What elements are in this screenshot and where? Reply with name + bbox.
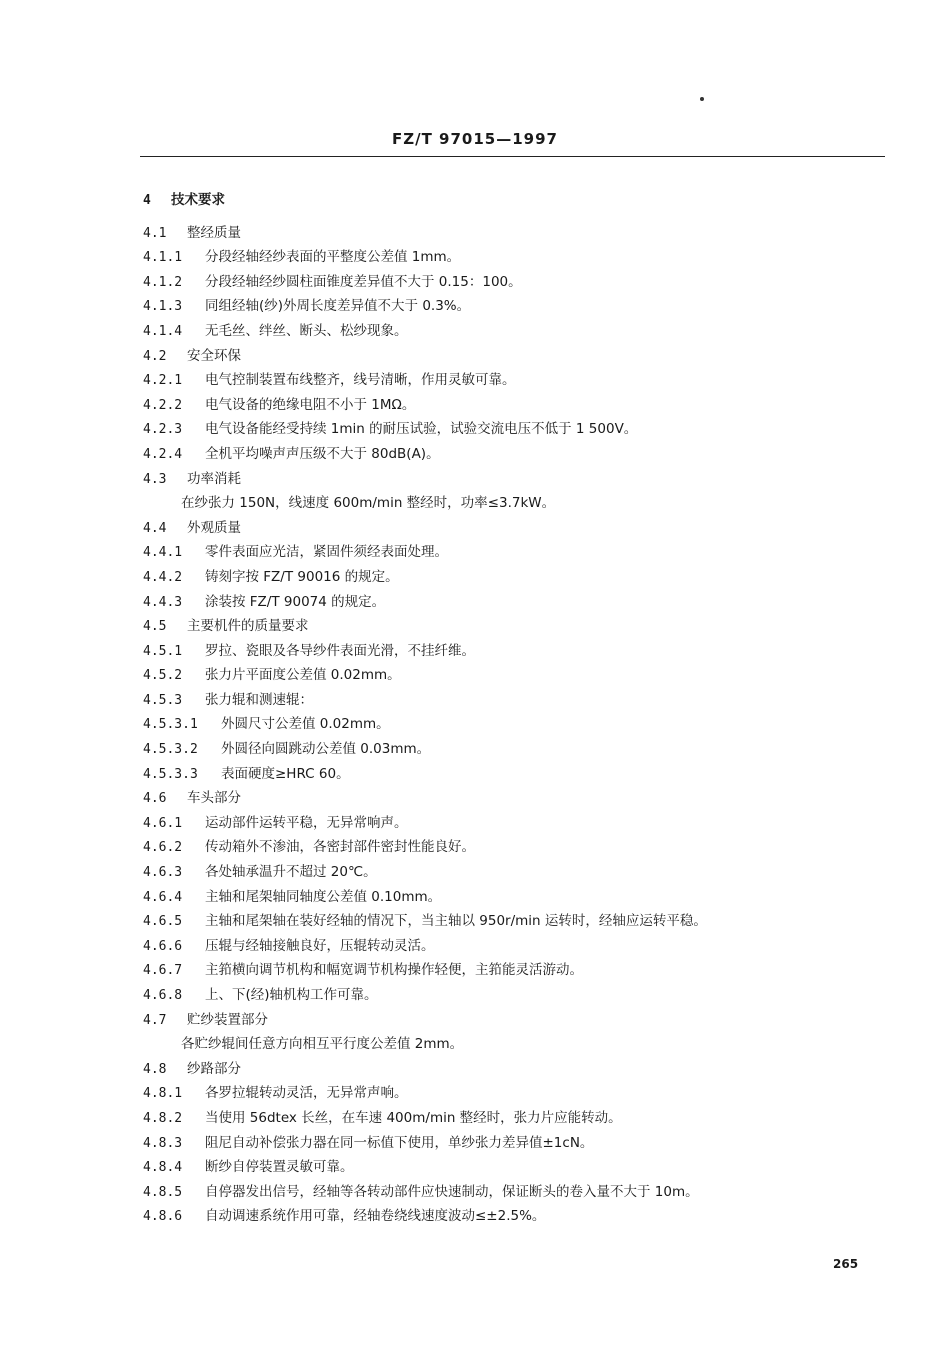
clause-line — [143, 688, 863, 713]
clause-number: 4.3 — [143, 471, 167, 487]
clause-number: 4.6.5 — [143, 914, 183, 930]
paragraph — [143, 1032, 863, 1057]
page-number: 265 — [833, 1257, 859, 1271]
clause-text: 安全环保 — [187, 347, 241, 364]
clause-text: 主要机件的质量要求 — [187, 618, 309, 635]
clause-number: 4.2.2 — [143, 397, 183, 413]
clause-line — [143, 1180, 863, 1205]
clause-text: 阻尼自动补偿张力器在同一标值下使用，单纱张力差异值±1cN。 — [205, 1134, 594, 1151]
clause-line — [143, 811, 863, 836]
document-body — [143, 188, 863, 1229]
clause-text: 铸刻字按 FZ/T 90016 的规定。 — [205, 568, 399, 585]
clause-number: 4.5.3.2 — [143, 742, 198, 758]
clause-list — [143, 221, 863, 1229]
clause-number: 4.8.3 — [143, 1135, 183, 1151]
clause-text: 传动箱外不渗油，各密封部件密封性能良好。 — [205, 839, 475, 856]
clause-number: 4.2.1 — [143, 373, 183, 389]
clause-number: 4.5.3 — [143, 692, 183, 708]
clause-line — [143, 516, 863, 541]
clause-text: 车头部分 — [187, 790, 241, 807]
clause-line — [143, 1106, 863, 1131]
clause-line — [143, 417, 863, 442]
clause-line — [143, 1204, 863, 1229]
clause-text: 电气控制装置布线整齐，线号清晰，作用灵敏可靠。 — [205, 372, 516, 389]
clause-number: 4.8 — [143, 1061, 167, 1077]
clause-text: 零件表面应光洁，紧固件须经表面处理。 — [205, 544, 448, 561]
clause-text: 当使用 56dtex 长丝，在车速 400m/min 整经时，张力片应能转动。 — [205, 1109, 622, 1126]
clause-text: 断纱自停装置灵敏可靠。 — [205, 1159, 354, 1176]
clause-line — [143, 319, 863, 344]
clause-line — [143, 762, 863, 787]
clause-number: 4.1.2 — [143, 274, 183, 290]
clause-number: 4.2.4 — [143, 446, 183, 462]
clause-line — [143, 294, 863, 319]
clause-text: 分段经轴经纱圆柱面锥度差异值不大于 0.15：100。 — [205, 273, 522, 290]
clause-line — [143, 368, 863, 393]
clause-number: 4.2 — [143, 348, 167, 364]
clause-number: 4.6.6 — [143, 938, 183, 954]
clause-text: 运动部件运转平稳，无异常响声。 — [205, 814, 408, 831]
clause-text: 同组经轴(纱)外周长度差异值不大于 0.3%。 — [205, 298, 471, 315]
clause-line — [143, 1057, 863, 1082]
clause-number: 4.6.3 — [143, 865, 183, 881]
clause-text: 电气设备的绝缘电阻不小于 1MΩ。 — [205, 396, 416, 413]
clause-number: 4.6.7 — [143, 963, 183, 979]
clause-line — [143, 909, 863, 934]
clause-text: 各处轴承温升不超过 20℃。 — [205, 864, 377, 881]
clause-text: 自动调速系统作用可靠，经轴卷绕线速度波动≤±2.5%。 — [205, 1208, 546, 1225]
clause-number: 4.7 — [143, 1012, 167, 1028]
clause-text: 主轴和尾架轴同轴度公差值 0.10mm。 — [205, 888, 442, 905]
clause-number: 4.6.1 — [143, 815, 183, 831]
clause-text: 罗拉、瓷眼及各导纱件表面光滑，不挂纤维。 — [205, 642, 475, 659]
clause-text: 整经质量 — [187, 224, 241, 241]
clause-text: 功率消耗 — [187, 470, 241, 487]
clause-text: 全机平均噪声声压级不大于 80dB(A)。 — [205, 445, 440, 462]
clause-line — [143, 614, 863, 639]
clause-number: 4.5 — [143, 619, 167, 635]
page-header: FZ/T 97015—1997 — [392, 130, 558, 148]
clause-text: 主轴和尾架轴在装好经轴的情况下，当主轴以 950r/min 运转时，经轴应运转平稳。 — [205, 913, 707, 930]
clause-number: 4.6.2 — [143, 840, 183, 856]
clause-number: 4.8.5 — [143, 1184, 183, 1200]
clause-number: 4.1.4 — [143, 323, 183, 339]
clause-number: 4.8.2 — [143, 1110, 183, 1126]
clause-number: 4.8.6 — [143, 1209, 183, 1225]
clause-number: 4.4.3 — [143, 594, 183, 610]
clause-line — [143, 639, 863, 664]
clause-line — [143, 565, 863, 590]
clause-text: 无毛丝、绊丝、断头、松纱现象。 — [205, 322, 408, 339]
clause-line — [143, 590, 863, 615]
clause-text: 涂装按 FZ/T 90074 的规定。 — [205, 593, 386, 610]
clause-line — [143, 737, 863, 762]
clause-number: 4.8.1 — [143, 1086, 183, 1102]
clause-text: 外圆径向圆跳动公差值 0.03mm。 — [221, 741, 431, 758]
clause-number: 4.2.3 — [143, 422, 183, 438]
clause-line — [143, 712, 863, 737]
clause-line — [143, 393, 863, 418]
header-rule — [140, 156, 885, 157]
scan-speck — [700, 97, 704, 101]
section-title: 技术要求 — [171, 192, 225, 208]
clause-text: 外观质量 — [187, 519, 241, 536]
clause-number: 4.1.1 — [143, 250, 183, 266]
clause-number: 4.4 — [143, 520, 167, 536]
clause-line — [143, 1155, 863, 1180]
clause-number: 4.5.1 — [143, 643, 183, 659]
paragraph — [143, 491, 863, 516]
clause-text: 分段经轴经纱表面的平整度公差值 1mm。 — [205, 249, 461, 266]
clause-line — [143, 885, 863, 910]
clause-text: 上、下(经)轴机构工作可靠。 — [205, 987, 378, 1003]
section-number: 4 — [143, 193, 151, 208]
clause-number: 4.1.3 — [143, 299, 183, 315]
clause-number: 4.5.2 — [143, 668, 183, 684]
clause-line — [143, 958, 863, 983]
clause-number: 4.5.3.1 — [143, 717, 198, 733]
clause-line — [143, 245, 863, 270]
clause-text: 自停器发出信号，经轴等各转动部件应快速制动，保证断头的卷入量不大于 10m。 — [205, 1183, 699, 1200]
clause-text: 张力辊和测速辊： — [205, 691, 313, 708]
clause-line — [143, 540, 863, 565]
clause-number: 4.4.1 — [143, 545, 183, 561]
clause-text: 在纱张力 150N，线速度 600m/min 整经时，功率≤3.7kW。 — [181, 495, 556, 512]
clause-line — [143, 270, 863, 295]
clause-line — [143, 860, 863, 885]
clause-line — [143, 221, 863, 246]
clause-line — [143, 983, 863, 1008]
clause-number: 4.1 — [143, 225, 167, 241]
clause-text: 纱路部分 — [187, 1060, 241, 1077]
clause-line — [143, 442, 863, 467]
clause-text: 各贮纱辊间任意方向相互平行度公差值 2mm。 — [181, 1036, 464, 1053]
clause-line — [143, 1081, 863, 1106]
clause-text: 贮纱装置部分 — [187, 1011, 268, 1028]
clause-line — [143, 467, 863, 492]
clause-line — [143, 934, 863, 959]
clause-line — [143, 1131, 863, 1156]
clause-number: 4.5.3.3 — [143, 766, 198, 782]
clause-line — [143, 786, 863, 811]
clause-text: 电气设备能经受持续 1min 的耐压试验，试验交流电压不低于 1 500V。 — [205, 421, 638, 438]
clause-text: 表面硬度≥HRC 60。 — [221, 765, 350, 782]
clause-number: 4.8.4 — [143, 1160, 183, 1176]
clause-text: 外圆尺寸公差值 0.02mm。 — [221, 716, 390, 733]
section-heading — [143, 188, 863, 213]
clause-text: 各罗拉辊转动灵活，无异常声响。 — [205, 1085, 408, 1102]
clause-line — [143, 835, 863, 860]
clause-number: 4.6.4 — [143, 889, 183, 905]
clause-number: 4.6 — [143, 791, 167, 807]
clause-line — [143, 344, 863, 369]
clause-line — [143, 1008, 863, 1033]
clause-number: 4.6.8 — [143, 988, 183, 1003]
clause-text: 主筘横向调节机构和幅宽调节机构操作轻便，主筘能灵活游动。 — [205, 962, 583, 979]
clause-line — [143, 663, 863, 688]
clause-text: 张力片平面度公差值 0.02mm。 — [205, 667, 401, 684]
clause-number: 4.4.2 — [143, 569, 183, 585]
clause-text: 压辊与经轴接触良好，压辊转动灵活。 — [205, 937, 435, 954]
